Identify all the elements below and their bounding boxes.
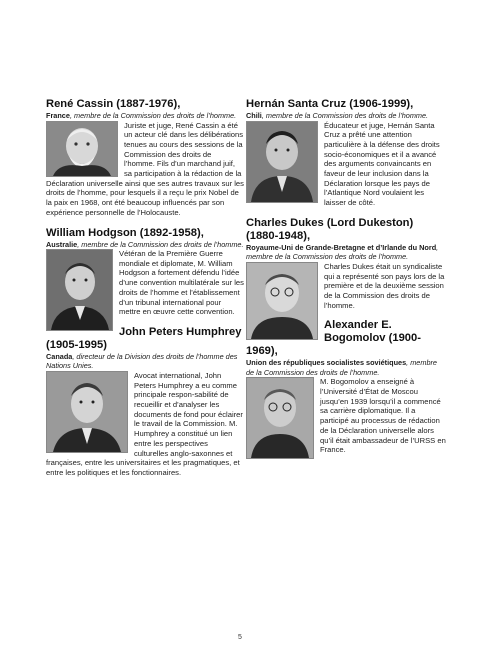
left-column (46, 98, 244, 487)
portrait-photo (46, 121, 118, 177)
right-column (246, 98, 446, 464)
entry-body: M. Bogomolov a enseigné à l’Université d’État de Moscou jusqu’en 1939 lorsqu’il a commencé sa carrière diplomatique. Il a participé au processus de rédaction de la Déclaration universelle alors qu’il était ambassadeur de l’URSS en France. (320, 377, 446, 455)
entry-body: Avocat international, John Peters Humphrey a eu comme principale respon-sabilité de recueillir et d’analyser les documents de fond pour éclairer le travail de la Commission. M. Humphrey a constitué un lien entre les perspectives culturelles anglo-saxonnes et françaises, entre les universitaires et les pragmatiques, et entre les politiques et les fonctionnaires. (46, 370, 243, 477)
entry-name: Alexander E. Bogomolov (1900-1969), (246, 319, 421, 358)
entry-country: Australie (46, 239, 78, 249)
entry-body: Éducateur et juge, Hernán Santa Cruz a prêté une attention particulière à la défense des droits socio-économiques et il a avancé des arguments convaincants en faveur de leur inclusion dans la Déclaration lorsque les pays de l’Atlantique Nord voulaient les laisser de côté. (324, 120, 440, 208)
entry-role (246, 111, 446, 121)
entry-body: Charles Dukes était un syndicaliste qui a représenté son pays lors de la première et de la deuxième session de la Commission des droits de l’homme. (324, 261, 445, 310)
entry-role (246, 243, 446, 262)
entry-name: Hernán Santa Cruz (1906-1999), (246, 98, 414, 110)
entry-country: Union des républiques socialistes soviétiques (246, 358, 407, 368)
portrait-photo (246, 262, 318, 340)
entry-role (246, 358, 446, 377)
entry-role-text: , membre de la Commission des droits de l’homme. (77, 239, 244, 249)
entry-role (46, 352, 244, 371)
page-number: 5 (238, 634, 242, 641)
entry-role-text: , directeur de la Division des droits de l’homme des Nations Unies. (46, 351, 238, 371)
entry-country: Chili (246, 111, 262, 120)
entry-humphrey (46, 326, 244, 478)
entry-name: William Hodgson (1892-1958), (46, 226, 204, 239)
portrait-photo (246, 121, 318, 203)
portrait-photo (246, 377, 314, 459)
entry-santa-cruz (246, 98, 446, 208)
entry-name: John Peters Humphrey (1905-1995) (46, 325, 242, 351)
entry-body: Juriste et juge, René Cassin a été un acteur clé dans les délibérations tenues au cours des sessions de la Commission des droits de l’homme. Fils d’un marchand juif, sa participation à la rédaction de la Déclaration universelle ainsi que ses autres travaux sur les droits de l’homme, pour lesquels il a reçu le prix Nobel de la paix en 1968, ont été beaucoup influencés par son expérience personnelle de l’Holocauste. (46, 120, 244, 217)
entry-role-text: , membre de la Commission des droits de l’homme. (246, 358, 437, 377)
entry-body: Vétéran de la Première Guerre mondiale et diplomate, M. William Hodgson a fortement défendu l’idée d’une convention multilatérale sur les droits de l’homme et l’établissement d’un tribunal international pour mettre en œuvre cette convention. (119, 249, 244, 317)
entry-cassin (46, 98, 244, 218)
portrait-photo (46, 371, 128, 453)
entry-role (46, 111, 244, 121)
entry-country: Canada (46, 351, 73, 361)
entry-hodgson (46, 227, 244, 317)
entry-name: René Cassin (1887-1976), (46, 98, 181, 110)
entry-name: Charles Dukes (Lord Dukeston) (1880-1948), (246, 216, 414, 242)
entry-role-text: , membre de la Commission des droits de l’homme. (246, 242, 439, 262)
entry-country: Royaume-Uni de Grande-Bretagne et d’Irlande du Nord (246, 242, 437, 252)
portrait-photo (46, 249, 113, 331)
entry-role-text: , membre de la Commission des droits de l’homme. (69, 111, 237, 120)
entry-dukes (246, 217, 446, 311)
entry-country: France (46, 111, 70, 120)
entry-role (46, 240, 244, 250)
entry-role-text: , membre de la Commission des droits de l’homme. (261, 111, 429, 120)
